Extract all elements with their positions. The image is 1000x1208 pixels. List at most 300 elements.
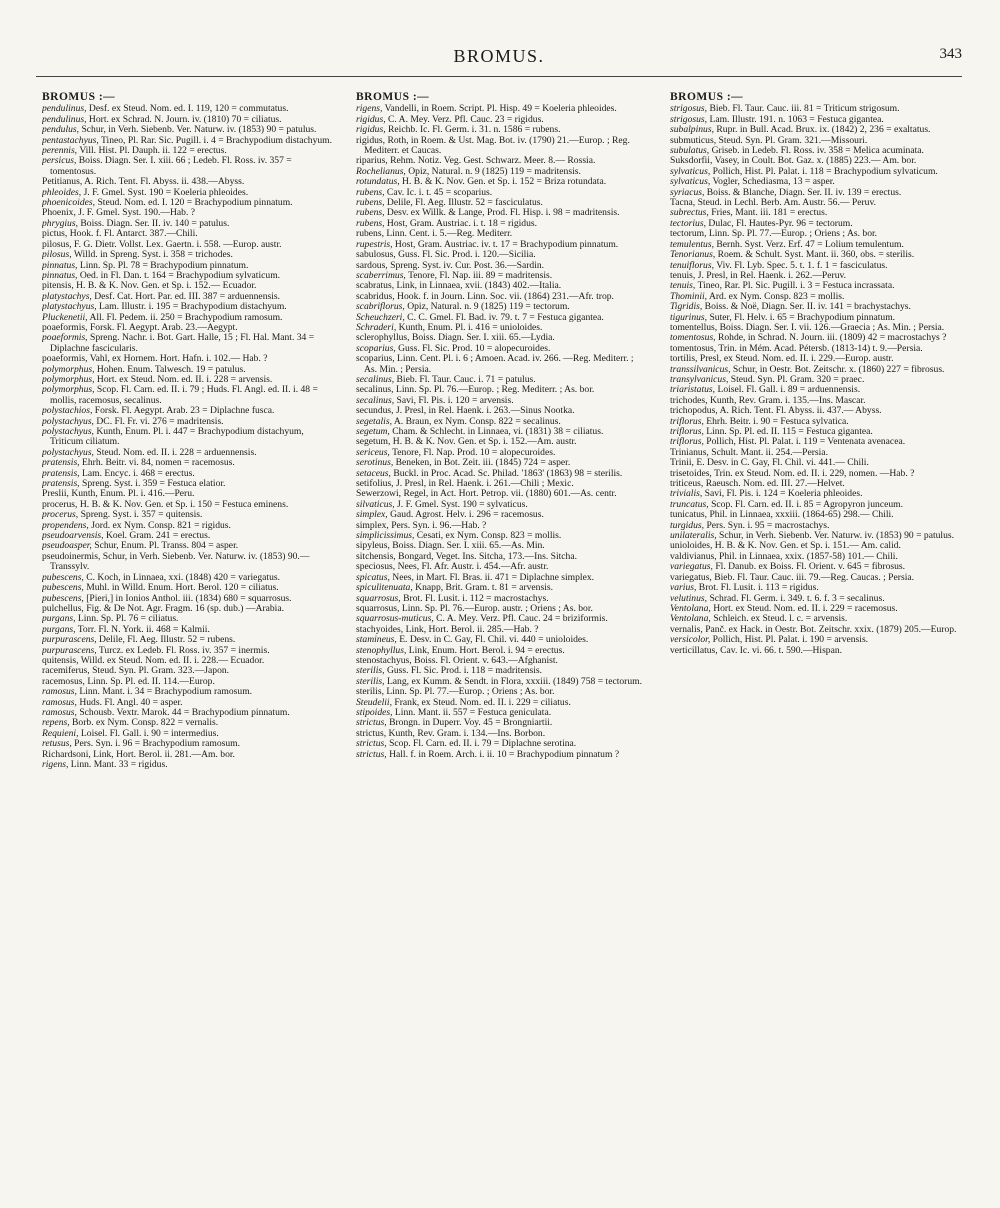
citation-text: Link, Hort. Berol. ii. 281.—Am. bor. xyxy=(93,748,235,760)
species-epithet: strictus, xyxy=(356,738,387,750)
species-epithet: purgans, xyxy=(42,623,76,635)
species-epithet: Rochelianus, xyxy=(356,165,406,177)
species-epithet: platystachyus, xyxy=(42,301,97,313)
species-epithet: triflorus, xyxy=(670,415,704,427)
species-epithet: secundus, xyxy=(356,405,394,417)
citation-text: Trin. ex Steud. Nom. ed. II. i. 229, nomen. —Hab. ? xyxy=(714,467,915,479)
citation-text: Borb. ex Nym. Consp. 822 = vernalis. xyxy=(72,717,219,729)
citation-text: Boiss. & Blanche, Diagn. Ser. II. iv. 139 = erectus. xyxy=(706,186,902,198)
species-epithet: Ventolana, xyxy=(670,602,711,614)
species-epithet: secalinus, xyxy=(356,394,395,406)
species-epithet: pendulinus, xyxy=(42,113,87,125)
species-epithet: tectorius, xyxy=(670,217,706,229)
citation-text: Tineo, Pl. Rar. Sic. Pugill. i. 4 = Brachypodium distachyum. xyxy=(101,134,333,146)
species-epithet: simplicissimus, xyxy=(356,530,415,542)
citation-text: Spreng. Syst. i. 357 = quitensis. xyxy=(80,509,203,521)
citation-text: Fig. & De Not. Agr. Fragm. 16 (sp. dub.) —Arabia. xyxy=(86,602,284,614)
citation-text: Steud. Nom. ed. I. 120 = Brachypodium pinnatum. xyxy=(97,197,293,209)
citation-text: Vahl, ex Hornem. Hort. Hafn. i. 102.— Hab. ? xyxy=(89,353,268,365)
citation-text: A. Rich. Tent. Fl. Abyss. ii. 438.—Abyss. xyxy=(84,176,245,188)
citation-text: C. A. Mey. Verz. Pfl. Cauc. 24 = briziformis. xyxy=(436,613,608,625)
species-epithet: triticeus, xyxy=(670,478,704,490)
species-epithet: serotinus, xyxy=(356,457,394,469)
citation-text: Linn. Mant. 33 = rigidus. xyxy=(70,759,168,770)
citation-text: Turcz. ex Ledeb. Fl. Ross. iv. 357 = inermis. xyxy=(98,644,270,656)
index-entry xyxy=(42,760,334,770)
citation-text: Link, Hort. Berol. ii. 285.—Hab. ? xyxy=(405,623,539,635)
species-epithet: pinnatus, xyxy=(42,269,78,281)
column-heading: BROMUS :— xyxy=(356,92,430,103)
citation-text: Kunth, Rev. Gram. i. 134.—Ins. Borbon. xyxy=(388,727,546,739)
index-entry xyxy=(356,750,648,760)
species-epithet: stamineus, xyxy=(356,634,397,646)
species-epithet: Pluckenetii, xyxy=(42,311,88,323)
species-epithet: retusus, xyxy=(42,738,72,750)
citation-text: J. Presl, in Rel. Haenk. i. 261.—Chili ; Mexic. xyxy=(395,478,574,490)
citation-text: A. Rich. Tent. Fl. Abyss. ii. 437.— Abyss. xyxy=(719,405,882,417)
species-epithet: Phoenix, xyxy=(42,207,76,219)
citation-text: Lam. Encyc. i. 468 = erectus. xyxy=(82,467,195,479)
index-entry xyxy=(42,427,334,448)
citation-text: Kunth, Enum. Pl. i. 447 = Brachypodium distachyum, Triticum ciliatum. xyxy=(50,426,304,448)
citation-text: Oed. in Fl. Dan. t. 164 = Brachypodium sylvaticum. xyxy=(79,269,281,281)
species-epithet: pitensis, xyxy=(42,280,74,292)
species-epithet: trichopodus, xyxy=(670,405,718,417)
species-epithet: poaeformis, xyxy=(42,353,88,365)
species-epithet: submuticus, xyxy=(670,134,717,146)
species-epithet: Tacna, xyxy=(670,197,696,209)
species-epithet: phrygius, xyxy=(42,217,78,229)
species-epithet: tectorum, xyxy=(670,228,707,240)
species-epithet: squarrosus, xyxy=(356,602,400,614)
species-epithet: poaeformis, xyxy=(42,321,88,333)
species-epithet: spiculitenuata, xyxy=(356,582,413,594)
citation-text: All. Fl. Pedem. ii. 250 = Brachypodium ramosum. xyxy=(89,311,283,323)
citation-text: Pers. Syn. i. 96.—Hab. ? xyxy=(391,519,487,531)
citation-text: [Pieri,] in Ionios Anthol. iii. (1834) 680 = squarrosus. xyxy=(86,592,292,604)
citation-text: J. Presl, in Rel. Haenk. i. 263.—Sinus Nootka. xyxy=(395,405,575,417)
citation-text: C. Koch, in Linnaea, xxi. (1848) 420 = variegatus. xyxy=(86,571,281,583)
citation-text: Panč. ex Hack. in Oestr. Bot. Zeitschr. xxix. (1879) 205.—Europ. xyxy=(705,623,957,635)
species-epithet: segetum, xyxy=(356,426,390,437)
citation-text: Muhl. in Willd. Enum. Hort. Berol. 120 = ciliatus. xyxy=(86,582,279,594)
species-epithet: Sewerzowi, xyxy=(356,488,402,500)
species-epithet: sterilis, xyxy=(356,665,385,677)
species-epithet: rubens, xyxy=(356,217,385,229)
species-epithet: Petitianus, xyxy=(42,176,83,188)
column-2 xyxy=(356,92,648,1172)
species-epithet: pulchellus, xyxy=(42,602,84,614)
citation-text: Beneken, in Bot. Zeit. iii. (1845) 724 = asper. xyxy=(395,457,571,469)
species-epithet: unilateralis, xyxy=(670,530,717,542)
citation-text: Brot. Fl. Lusit. i. 113 = rigidus. xyxy=(698,582,819,594)
index-entry xyxy=(356,354,648,375)
citation-text: Willd. in Spreng. Syst. i. 358 = trichodes. xyxy=(73,249,233,261)
citation-text: Forsk. Fl. Aegypt. Arab. 23.—Aegypt. xyxy=(89,321,238,333)
species-epithet: pendulus, xyxy=(42,124,80,136)
index-entry xyxy=(42,156,334,177)
citation-text: Linn. Mant. i. 34 = Brachypodium ramosum. xyxy=(79,686,253,698)
species-epithet: pseudoarvensis, xyxy=(42,530,104,542)
species-epithet: subulatus, xyxy=(670,145,710,157)
citation-text: Dulac, Fl. Hautes-Pyr. 96 = tectorum. xyxy=(708,217,853,229)
species-epithet: tenuis, xyxy=(670,269,696,281)
species-epithet: sylvaticus, xyxy=(670,176,711,188)
citation-text: DC. Fl. Fr. vi. 276 = madritensis. xyxy=(96,415,224,427)
index-entry xyxy=(42,333,334,354)
species-epithet: pentastachyus, xyxy=(42,134,99,146)
citation-text: Suter, Fl. Helv. i. 65 = Brachypodium pinnatum. xyxy=(709,311,896,323)
species-epithet: racemiferus, xyxy=(42,665,90,677)
species-epithet: polystachyus, xyxy=(42,446,94,458)
citation-text: J. F. Gmel. Syst. 190 = Koeleria phleoides. xyxy=(83,186,249,198)
header-rule xyxy=(36,76,962,77)
citation-text: Schur, in Oestr. Bot. Zeitschr. x. (1860) 227 = fibrosus. xyxy=(732,363,945,375)
species-epithet: scabridus, xyxy=(356,290,395,302)
species-epithet: persicus, xyxy=(42,155,77,167)
citation-text: Boiss. Fl. Orient. v. 643.—Afghanist. xyxy=(414,654,558,666)
citation-text: Tineo, Rar. Pl. Sic. Pugill. i. 3 = Festuca incrassata. xyxy=(697,280,895,292)
species-epithet: Trinii, xyxy=(670,457,694,469)
species-epithet: Tenorianus, xyxy=(670,249,716,261)
species-epithet: pseudoinermis, xyxy=(42,550,101,562)
column-heading: BROMUS :— xyxy=(42,92,116,103)
citation-text: Steud. Syn. Pl. Gram. 321.—Missouri. xyxy=(718,134,868,146)
species-epithet: rigidus, xyxy=(356,134,386,146)
species-epithet: trichodes, xyxy=(670,394,708,406)
citation-text: Delile, Fl. Aeg. Illustr. 52 = fasciculatus. xyxy=(386,197,543,209)
species-epithet: Suksdorfii, xyxy=(670,155,713,167)
species-epithet: simplex, xyxy=(356,509,388,521)
species-epithet: turgidus, xyxy=(670,519,705,531)
citation-text: C. C. Gmel. Fl. Bad. iv. 79. t. 7 = Festuca gigantea. xyxy=(407,311,604,323)
citation-text: Bieb. Fl. Taur. Cauc. i. 71 = patulus. xyxy=(396,373,536,385)
species-epithet: strictus, xyxy=(356,727,387,739)
species-epithet: squarrosus, xyxy=(356,592,401,604)
species-epithet: pilosus, xyxy=(42,238,72,250)
species-epithet: versicolor, xyxy=(670,634,711,646)
species-epithet: temulentus, xyxy=(670,238,714,250)
citation-text: Linn. Sp. Pl. 76.—Europ. austr. ; Oriens ; As. bor. xyxy=(401,602,593,614)
citation-text: Roem. & Schult. Syst. Mant. ii. 360, obs. = sterilis. xyxy=(717,249,915,261)
citation-text: Loisel. Fl. Gall. i. 90 = intermedius. xyxy=(80,727,219,739)
species-epithet: varius, xyxy=(670,582,697,594)
species-epithet: Preslii, xyxy=(42,488,69,500)
species-epithet: rubens, xyxy=(356,228,384,240)
species-epithet: Thominii, xyxy=(670,290,708,302)
citation-text: Fries, Mant. iii. 181 = erectus. xyxy=(711,207,828,219)
citation-text: Linn. Mant. ii. 557 = Festuca geniculata. xyxy=(394,706,552,718)
citation-text: Tenore, Fl. Nap. Prod. 10 = alopecuroides. xyxy=(392,446,556,458)
species-epithet: strictus, xyxy=(356,717,387,729)
citation-text: Steud. Syn. Pl. Gram. 320 = praec. xyxy=(730,373,865,385)
citation-text: Cav. Ic. vi. 66. t. 590.—Hispan. xyxy=(720,644,843,656)
species-epithet: propendens, xyxy=(42,519,89,531)
running-title: BROMUS. xyxy=(453,46,545,66)
citation-text: Nees, Fl. Afr. Austr. i. 454.—Afr. austr. xyxy=(397,561,549,573)
citation-text: Host, Gram. Austriac. iv. t. 17 = Brachypodium pinnatum. xyxy=(394,238,619,250)
species-epithet: Schraderi, xyxy=(356,321,397,333)
citation-text: Guss. Fl. Sic. Prod. 10 = alopecuroides. xyxy=(398,342,551,354)
species-epithet: Requieni, xyxy=(42,727,79,739)
species-epithet: perennis, xyxy=(42,145,78,157)
citation-text: Link, Enum. Hort. Berol. i. 94 = erectus. xyxy=(408,644,565,656)
species-epithet: scoparius, xyxy=(356,342,396,354)
citation-text: Host, Gram. Austriac. i. t. 18 = rigidus. xyxy=(386,217,538,229)
citation-text: Hort. ex Schrad. N. Journ. iv. (1810) 70 = ciliatus. xyxy=(88,113,282,125)
citation-text: Linn. Sp. Pl. ed. II. 115 = Festuca gigantea. xyxy=(706,426,873,437)
citation-text: Koel. Gram. 241 = erectus. xyxy=(105,530,211,542)
species-epithet: platystachys, xyxy=(42,290,92,302)
species-epithet: rubens, xyxy=(356,197,385,209)
citation-text: Guss. Fl. Sic. Prod. i. 120.—Sicilia. xyxy=(398,249,536,261)
species-epithet: sitchensis, xyxy=(356,550,396,562)
citation-text: Boiss. Diagn. Ser. I. xiii. 65.—As. Min. xyxy=(392,540,545,552)
species-epithet: triflorus, xyxy=(670,436,704,448)
citation-text: Ehrh. Beitr. vi. 84, nomen = racemosus. xyxy=(82,457,235,469)
citation-text: Presl, ex Steud. Nom. ed. II. i. 229.—Europ. austr. xyxy=(699,353,894,365)
citation-text: Bongard, Veget. Ins. Sitcha, 173.—Ins. Sitcha. xyxy=(398,550,578,562)
species-epithet: sterilis, xyxy=(356,675,385,687)
citation-text: Boiss. & Noë, Diagn. Ser. II. iv. 141 = brachystachys. xyxy=(704,301,911,313)
citation-text: Boiss. Diagn. Ser. II. iv. 140 = patulus. xyxy=(80,217,230,229)
citation-text: J. F. Gmel. Syst. 190 = sylvaticus. xyxy=(397,498,528,510)
citation-text: Hort. ex Steud. Nom. ed. II. i. 228 = arvensis. xyxy=(96,373,273,385)
species-epithet: sabulosus, xyxy=(356,249,396,261)
citation-text: Lam. Illustr. 191. n. 1063 = Festuca gigantea. xyxy=(709,113,884,125)
citation-text: Hook. f. Fl. Antarct. 387.—Chili. xyxy=(69,228,198,240)
citation-text: Rohde, in Schrad. N. Journ. iii. (1809) 42 = macrostachys ? xyxy=(717,332,947,344)
species-epithet: scabriflorus, xyxy=(356,301,405,313)
species-epithet: ramosus, xyxy=(42,706,77,718)
citation-text: Schrad. Fl. Germ. i. 349. t. 6. f. 3 = secalinus. xyxy=(709,592,885,604)
citation-text: Pollich, Hist. Pl. Palat. i. 190 = arvensis. xyxy=(712,634,869,646)
citation-text: Reichb. Ic. Fl. Germ. i. 31. n. 1586 = rubens. xyxy=(388,124,561,136)
species-epithet: trivialis, xyxy=(670,488,703,500)
species-epithet: squarrosus-muticus, xyxy=(356,613,434,625)
species-epithet: rigens, xyxy=(42,759,69,770)
citation-text: Forsk. Fl. Aegypt. Arab. 23 = Diplachne fusca. xyxy=(94,405,275,417)
citation-text: Pollich, Hist. Pl. Palat. i. 119 = Ventenata avenacea. xyxy=(706,436,906,448)
column-heading: BROMUS :— xyxy=(670,92,744,103)
citation-text: Regel, in Act. Hort. Petrop. vii. (1880) 601.—As. centr. xyxy=(403,488,617,500)
column-3 xyxy=(670,92,962,1172)
species-epithet: pendulinus, xyxy=(42,103,87,115)
citation-text: Linn. Sp. Pl. 76 = ciliatus. xyxy=(77,613,179,625)
citation-text: Cesati, ex Nym. Consp. 823 = mollis. xyxy=(416,530,562,542)
citation-text: Hook. f. in Journ. Linn. Soc. vii. (1864) 231.—Afr. trop. xyxy=(397,290,614,302)
species-epithet: sterilis, xyxy=(356,686,384,698)
species-epithet: purpurascens, xyxy=(42,644,97,656)
species-epithet: scoparius, xyxy=(356,353,395,365)
species-epithet: vernalis, xyxy=(670,623,703,635)
species-epithet: pictus, xyxy=(42,228,68,240)
species-epithet: purgans, xyxy=(42,613,76,625)
citation-text: Phil. in Linnaea, xxix. (1857-58) 101.— Chili. xyxy=(719,550,898,562)
citation-text: Pers. Syn. i. 95 = macrostachys. xyxy=(706,519,830,531)
species-epithet: verticillatus, xyxy=(670,644,718,656)
species-epithet: procerus, xyxy=(42,509,79,521)
species-epithet: sipyleus, xyxy=(356,540,390,552)
species-epithet: repens, xyxy=(42,717,70,729)
species-epithet: triaristatus, xyxy=(670,384,716,396)
citation-text: Vogler, Schediasma, 13 = asper. xyxy=(712,176,835,188)
species-epithet: rubens, xyxy=(356,186,385,198)
citation-text: Scop. Fl. Carn. ed. II. i. 85 = Agropyron junceum. xyxy=(711,498,903,510)
citation-text: Ard. ex Nym. Consp. 823 = mollis. xyxy=(708,290,845,302)
species-epithet: polymorphus, xyxy=(42,373,95,385)
citation-text: Huds. Fl. Angl. 40 = asper. xyxy=(79,696,183,708)
species-epithet: transsilvanicus, xyxy=(670,363,731,375)
species-epithet: procerus, xyxy=(42,498,78,510)
species-epithet: stipoides, xyxy=(356,706,393,718)
citation-text: Griseb. in Ledeb. Fl. Ross. iv. 358 = Melica acuminata. xyxy=(711,145,924,157)
citation-text: Steud. Nom. ed. II. i. 228 = arduennensis. xyxy=(96,446,257,458)
species-epithet: rigidus, xyxy=(356,113,386,125)
species-epithet: rubens, xyxy=(356,207,385,219)
species-epithet: pubescens, xyxy=(42,582,84,594)
citation-text: Schur, Enum. Pl. Transs. 804 = asper. xyxy=(94,540,239,552)
citation-text: Gaud. Agrost. Helv. i. 296 = racemosus. xyxy=(390,509,544,521)
species-epithet: speciosus, xyxy=(356,561,396,573)
citation-text: Bernh. Syst. Verz. Erf. 47 = Lolium temulentum. xyxy=(716,238,904,250)
species-epithet: trisetoides, xyxy=(670,467,712,479)
citation-text: Desf. Cat. Hort. Par. ed. III. 387 = arduennensis. xyxy=(94,290,281,302)
species-epithet: pilosus, xyxy=(42,249,72,261)
citation-text: C. A. Mey. Verz. Pfl. Cauc. 23 = rigidus. xyxy=(388,113,544,125)
species-epithet: phleoides, xyxy=(42,186,82,198)
species-epithet: variegatus, xyxy=(670,571,712,583)
species-epithet: ramosus, xyxy=(42,686,77,698)
index-entry xyxy=(42,552,334,573)
citation-text: Cham. & Schlecht. in Linnaea, vi. (1831) 38 = ciliatus. xyxy=(392,426,604,437)
species-epithet: setaceus, xyxy=(356,467,391,479)
species-epithet: pratensis, xyxy=(42,457,80,469)
column-1 xyxy=(42,92,334,1172)
species-epithet: rigens, xyxy=(356,103,383,115)
citation-text: Willd. ex Steud. Nom. ed. II. i. 228.— Ecuador. xyxy=(80,654,265,666)
citation-text: Schur, in Verh. Siebenb. Ver. Naturw. iv. (1853) 90 = patulus. xyxy=(719,530,955,542)
species-epithet: racemosus, xyxy=(42,675,85,687)
citation-text: Lang, ex Kumm. & Sendt. in Flora, xxxiii. (1849) 758 = tectorum. xyxy=(386,675,643,687)
citation-text: Scop. Fl. Carn. ed. II. i. 79 = Diplachne serotina. xyxy=(389,738,577,750)
species-epithet: sclerophyllus, xyxy=(356,332,410,344)
species-epithet: valdivianus, xyxy=(670,550,717,562)
species-epithet: tenuiflorus, xyxy=(670,259,714,271)
species-epithet: setifolius, xyxy=(356,478,394,490)
citation-text: Spreng. Nachr. i. Bot. Gart. Halle, 15 ; Fl. Hal. Mant. 34 = Diplachne fascicularis. xyxy=(50,332,315,354)
species-epithet: riparius, xyxy=(356,155,388,167)
species-epithet: segetum, xyxy=(356,436,391,448)
citation-text: Brot. Fl. Lusit. i. 112 = macrostachys. xyxy=(403,592,549,604)
species-epithet: secalinus, xyxy=(356,384,394,396)
citation-text: E. Desv. in C. Gay, Fl. Chil. vi. 440 = unioloides. xyxy=(399,634,589,646)
species-epithet: rupestris, xyxy=(356,238,393,250)
citation-text: Rupr. in Bull. Acad. Brux. ix. (1842) 2, 236 = exaltatus. xyxy=(716,124,931,136)
citation-text: Schur, in Verh. Siebenb. Ver. Naturw. iv. (1853) 90.—Transsylv. xyxy=(50,550,310,573)
citation-text: J. F. Gmel. Syst. 190.—Hab. ? xyxy=(78,207,196,219)
citation-text: A. Braun, ex Nym. Consp. 822 = secalinus. xyxy=(393,415,561,427)
species-epithet: quitensis, xyxy=(42,654,79,666)
citation-text: Boiss. Diagn. Ser. I. xiii. 66 ; Ledeb. Fl. Ross. iv. 357 = tomentosus. xyxy=(50,155,292,177)
citation-text: Frank, ex Steud. Nom. ed. II. i. 229 = ciliatus. xyxy=(394,696,571,708)
species-epithet: strictus, xyxy=(356,748,387,760)
citation-text: Bieb. Fl. Taur. Cauc. iii. 81 = Triticum strigosum. xyxy=(709,103,900,115)
species-epithet: silvaticus, xyxy=(356,498,395,510)
species-epithet: pinnatus, xyxy=(42,259,78,271)
species-epithet: subrectus, xyxy=(670,207,709,219)
citation-text: Schur, in Verh. Siebenb. Ver. Naturw. iv. (1853) 90 = patulus. xyxy=(81,124,317,136)
citation-text: F. G. Dietr. Vollst. Lex. Gaertn. i. 558. —Europ. austr. xyxy=(74,238,282,250)
citation-text: Jord. ex Nym. Consp. 821 = rigidus. xyxy=(91,519,231,531)
species-epithet: simplex, xyxy=(356,519,389,531)
citation-text: Vill. Hist. Pl. Dauph. ii. 122 = erectus. xyxy=(79,145,227,157)
citation-text: Steud. in Lechl. Berb. Am. Austr. 56.— Peruv. xyxy=(697,197,877,209)
citation-text: Boiss. Diagn. Ser. I. vii. 126.—Graecia ; As. Min. ; Persia. xyxy=(719,321,945,333)
citation-text: Viv. Fl. Lyb. Spec. 5. t. 1. f. 1 = fasciculatus. xyxy=(716,259,888,271)
species-epithet: variegatus, xyxy=(670,561,713,573)
species-epithet: pubescens, xyxy=(42,571,84,583)
species-epithet: spicatus, xyxy=(356,571,390,583)
citation-text: Kunth, Enum. Pl. i. 416 = unioloides. xyxy=(398,321,543,333)
species-epithet: secalinus, xyxy=(356,373,395,385)
citation-text: Brongn. in Duperr. Voy. 45 = Brongniartii. xyxy=(389,717,553,729)
citation-text: Nees, in Mart. Fl. Bras. ii. 471 = Diplachne simplex. xyxy=(392,571,595,583)
citation-text: Ehrh. Beitr. i. 90 = Festuca sylvatica. xyxy=(706,415,849,427)
species-epithet: rotundatus, xyxy=(356,176,400,188)
citation-text: Trin. in Mém. Acad. Pétersb. (1813-14) t. 9.—Persia. xyxy=(718,342,923,354)
citation-text: J. Presl, in Rel. Haenk. i. 262.—Peruv. xyxy=(697,269,847,281)
citation-text: Pers. Syn. i. 96 = Brachypodium ramosum. xyxy=(74,738,241,750)
species-epithet: tenuis, xyxy=(670,280,696,292)
index-entry xyxy=(670,646,962,656)
citation-text: Phil. in Linnaea, xxxiii. (1864-65) 298.— Chili. xyxy=(709,509,894,521)
species-epithet: velutinus, xyxy=(670,592,708,604)
species-epithet: ramosus, xyxy=(42,696,77,708)
species-epithet: tunicatus, xyxy=(670,509,708,521)
citation-text: Cav. Ic. i. t. 45 = scoparius. xyxy=(386,186,493,198)
species-epithet: pratensis, xyxy=(42,467,80,479)
citation-text: Bieb. Fl. Taur. Cauc. iii. 79.—Reg. Caucas. ; Persia. xyxy=(714,571,915,583)
species-epithet: strigosus, xyxy=(670,103,708,115)
citation-text: Raeusch. Nom. ed. III. 27.—Helvet. xyxy=(705,478,845,490)
species-epithet: sardous, xyxy=(356,259,388,271)
citation-text: H. B. & K. Nov. Gen. et Sp. i. 152 = Briza rotundata. xyxy=(402,176,607,188)
species-epithet: Scheuchzeri, xyxy=(356,311,405,323)
species-epithet: segetalis, xyxy=(356,415,392,427)
citation-text: Opiz, Natural. n. 9 (1825) 119 = madritensis. xyxy=(408,165,581,177)
citation-text: Schult. Mant. ii. 254.—Persia. xyxy=(711,446,828,458)
citation-text: Savi, Fl. Pis. i. 124 = Koeleria phleoides. xyxy=(704,488,863,500)
species-epithet: subalpinus, xyxy=(670,124,714,136)
species-epithet: polymorphus, xyxy=(42,363,95,375)
citation-text: Linn. Cent. Pl. i. 6 ; Amoen. Acad. iv. 266. —Reg. Mediterr. ; As. Min. ; Persia. xyxy=(364,353,634,375)
citation-text: Desv. ex Willk. & Lange, Prod. Fl. Hisp. i. 98 = madritensis. xyxy=(386,207,620,219)
species-epithet: syriacus, xyxy=(670,186,705,198)
citation-text: Roth, in Roem. & Ust. Mag. Bot. iv. (1790) 21.—Europ. ; Reg. Mediterr. et Caucas. xyxy=(364,134,630,157)
citation-text: Knapp, Brit. Gram. t. 81 = arvensis. xyxy=(415,582,554,594)
citation-text: Torr. Fl. N. York. ii. 468 = Kalmii. xyxy=(77,623,210,635)
species-epithet: Ventolana, xyxy=(670,613,711,625)
species-epithet: transylvanicus, xyxy=(670,373,729,385)
species-epithet: tortilis, xyxy=(670,353,698,365)
citation-text: Schleich. ex Steud. l. c. = arvensis. xyxy=(713,613,848,625)
citation-text: E. Desv. in C. Gay, Fl. Chil. vi. 441.— Chili. xyxy=(696,457,869,469)
citation-text: Loisel. Fl. Gall. i. 89 = arduennensis. xyxy=(717,384,861,396)
citation-text: Vandelli, in Roem. Script. Pl. Hisp. 49 = Koeleria phleoides. xyxy=(384,103,617,115)
species-epithet: sylvaticus, xyxy=(670,165,711,177)
citation-text: Schousb. Vextr. Marok. 44 = Brachypodium pinnatum. xyxy=(79,706,290,718)
